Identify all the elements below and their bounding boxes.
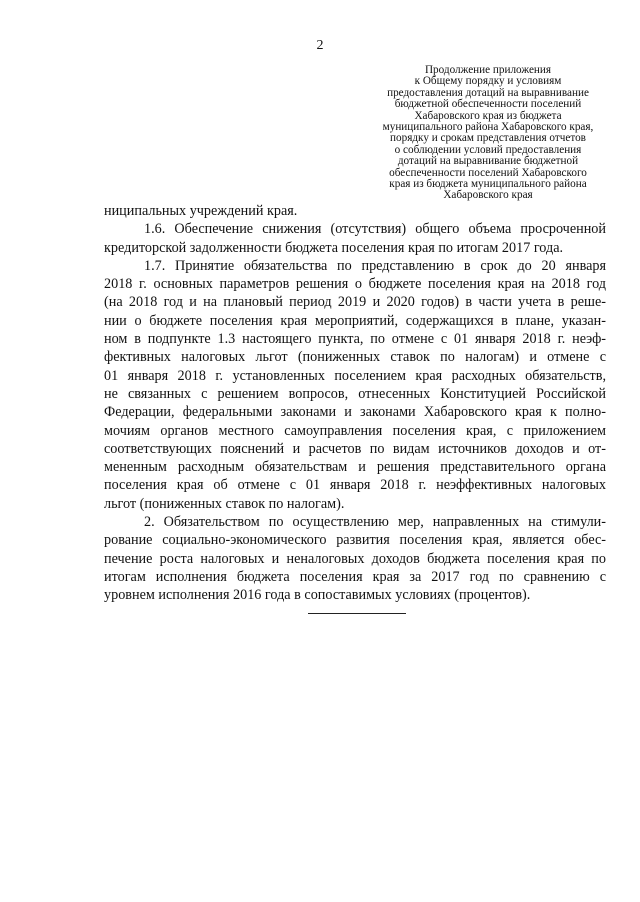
paragraph-1-7-line: льгот (пониженных ставок по налогам). [104, 495, 345, 512]
appendix-header-line: порядку и срокам представления отчетов [390, 132, 586, 145]
paragraph-1-7-line: фективных налоговых льгот (пониженных ставок по налогам) и отмене с [104, 349, 606, 366]
appendix-header-line: предоставления дотаций на выравнивание [387, 86, 589, 99]
appendix-header-line: Хабаровского края из бюджета [414, 109, 562, 122]
paragraph-1-7-line: соответствующих пояснений и расчетов по видам источников доходов и от- [104, 440, 606, 457]
paragraph-2-line: печение роста налоговых и неналоговых доходов бюджета поселения края по [104, 550, 606, 567]
paragraph-1-7-line: 2018 г. основных параметров решения о бюджете поселения края на 2018 год [104, 276, 606, 293]
appendix-header-line: Хабаровского края [443, 189, 533, 202]
paragraph-1-7-line: 01 января 2018 г. установленных поселением края расходных обязательств, [104, 367, 606, 384]
paragraph-1-6-line: 1.6. Обеспечение снижения (отсутствия) общего объема просроченной [144, 221, 606, 238]
paragraph-1-7-line: ном в подпункте 1.3 настоящего пункта, по отмене с 01 января 2018 г. неэф- [104, 331, 606, 348]
paragraph-1-7-line: Федерации, федеральными законами и законами Хабаровского края к полно- [104, 404, 606, 421]
appendix-header-line: муниципального района Хабаровского края, [382, 121, 594, 134]
appendix-header-line: к Общему порядку и условиям [414, 75, 562, 88]
appendix-header [352, 65, 624, 202]
appendix-header-line: о соблюдении условий предоставления [394, 143, 582, 156]
paragraph-1-7-line: поселения края об отмене с 01 января 2018 г. неэффективных налоговых [104, 477, 606, 494]
appendix-header-line: края из бюджета муниципального района [389, 178, 587, 191]
paragraph-1-7-line: 1.7. Принятие обязательства по представлению в срок до 20 января [144, 257, 606, 274]
paragraph-continuation-line: ниципальных учреждений края. [104, 203, 298, 219]
paragraph-2-line: итогам исполнения бюджета поселения края за 2017 год по сравнению с [104, 568, 606, 585]
paragraph-2-line: 2. Обязательством по осуществлению мер, направленных на стимули- [144, 514, 606, 531]
page-number: 2 [316, 38, 324, 53]
paragraph-1-7-line: не связанных с решением вопросов, отнесенных Конституцией Российской [104, 385, 606, 402]
paragraph-1-7-line: мененным расходным обязательствам и решения представительного органа [104, 459, 606, 476]
appendix-header-line: Продолжение приложения [424, 64, 552, 76]
end-of-document-rule [308, 613, 406, 614]
paragraph-1-7-line: (на 2018 год и на плановый период 2019 и 2020 годов) в части учета в реше- [104, 294, 606, 311]
appendix-header-line: бюджетной обеспеченности поселений [394, 98, 582, 111]
paragraph-2-line: уровнем исполнения 2016 года в сопоставимых условиях (процентов). [104, 587, 531, 604]
paragraph-1-7-line: нии о бюджете поселения края мероприятий, содержащихся в плане, указан- [104, 312, 606, 329]
body-text [104, 202, 606, 605]
appendix-header-line: дотаций на выравнивание бюджетной [397, 155, 579, 168]
paragraph-1-7-line: мочиям органов местного самоуправления поселения края, с приложением [104, 422, 606, 439]
paragraph-1-6-line: кредиторской задолженности бюджета поселения края по итогам 2017 года. [104, 239, 564, 256]
paragraph-2-line: рование социально-экономического развития поселения края, является обес- [104, 532, 606, 549]
appendix-header-line: обеспеченности поселений Хабаровского [389, 166, 587, 179]
